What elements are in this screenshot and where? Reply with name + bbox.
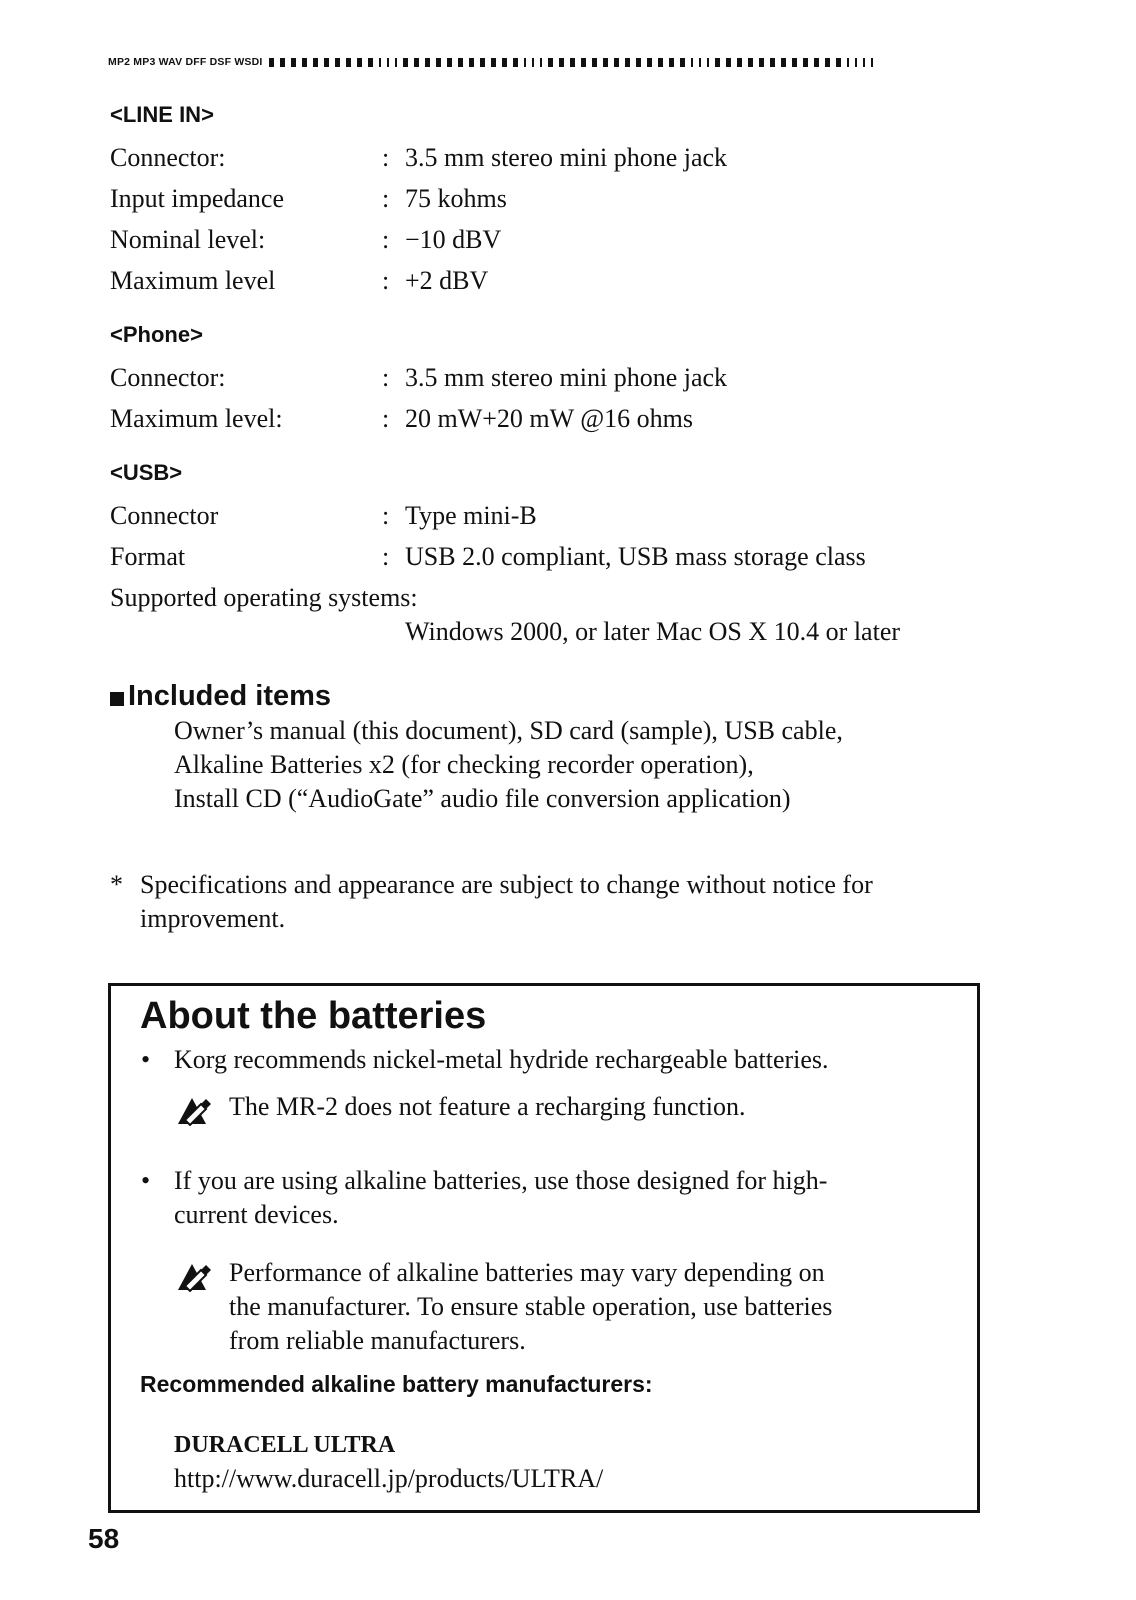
header-tick: [691, 58, 693, 67]
brand-url: http://www.duracell.jp/products/ULTRA/: [174, 1464, 604, 1493]
header-tick: [540, 58, 542, 67]
spec-colon: :: [382, 501, 390, 530]
header-tick: [379, 58, 381, 67]
usb-heading: <USB>: [110, 460, 183, 485]
header-tick: [680, 58, 685, 67]
header-tick: [658, 58, 663, 67]
header-formats: MP2 MP3 WAV DFF DSF WSDI: [108, 56, 263, 68]
spec-value: Type mini-B: [405, 501, 537, 530]
header-tick: [302, 58, 307, 67]
spec-label: Connector: [110, 501, 219, 530]
note-line: improvement.: [140, 904, 286, 933]
spec-colon: :: [382, 143, 390, 172]
header-tick: [346, 58, 351, 67]
header-tick-strip: [269, 58, 980, 67]
spec-label: Connector:: [110, 143, 226, 172]
bullet-dot: •: [141, 1166, 151, 1195]
header-tick: [368, 58, 373, 67]
spec-value: +2 dBV: [405, 266, 489, 295]
header-tick: [847, 58, 849, 67]
header-tick: [291, 58, 296, 67]
running-header: [108, 54, 980, 70]
header-tick: [269, 58, 274, 67]
warning-pen-icon: [176, 1260, 212, 1292]
battery-bullet-text: Korg recommends nickel-metal hydride rechargeable batteries.: [174, 1045, 829, 1074]
spec-value: 20 mW+20 mW @16 ohms: [405, 404, 694, 433]
header-tick: [792, 58, 797, 67]
header-tick: [836, 58, 841, 67]
header-tick: [603, 58, 608, 67]
header-tick: [480, 58, 485, 67]
header-tick: [855, 58, 857, 67]
header-tick: [715, 58, 720, 67]
header-tick: [570, 58, 575, 67]
warning-text: The MR-2 does not feature a recharging function.: [229, 1092, 746, 1121]
page-number: 58: [88, 1523, 120, 1554]
header-tick: [759, 58, 764, 67]
spec-colon: :: [382, 363, 390, 392]
header-tick: [581, 58, 586, 67]
spec-label: Maximum level:: [110, 404, 283, 433]
warning-pen-icon: [176, 1094, 212, 1126]
header-tick: [469, 58, 474, 67]
header-tick: [825, 58, 830, 67]
spec-value: 3.5 mm stereo mini phone jack: [405, 143, 728, 172]
header-tick: [387, 58, 389, 67]
note-line: Specifications and appearance are subject to change without notice for: [140, 870, 873, 899]
header-tick: [324, 58, 329, 67]
header-tick: [871, 58, 873, 67]
header-tick: [532, 58, 534, 67]
os-value: Windows 2000, or later Mac OS X 10.4 or later: [405, 617, 901, 646]
os-label: Supported operating systems:: [110, 583, 418, 612]
battery-bullet-text: If you are using alkaline batteries, use those designed for high-: [174, 1166, 828, 1195]
header-tick: [636, 58, 641, 67]
spec-label: Maximum level: [110, 266, 276, 295]
header-tick: [458, 58, 463, 67]
square-bullet-icon: [110, 692, 124, 706]
header-tick: [726, 58, 731, 67]
header-tick: [395, 58, 397, 67]
included-line: Alkaline Batteries x2 (for checking recorder operation),: [174, 750, 754, 779]
header-tick: [513, 58, 518, 67]
spec-value: 3.5 mm stereo mini phone jack: [405, 363, 728, 392]
spec-colon: :: [382, 542, 390, 571]
header-tick: [748, 58, 753, 67]
header-tick: [803, 58, 808, 67]
header-tick: [707, 58, 709, 67]
spec-value: USB 2.0 compliant, USB mass storage class: [405, 542, 866, 571]
header-tick: [669, 58, 674, 67]
header-tick: [614, 58, 619, 67]
spec-value: 75 kohms: [405, 184, 507, 213]
spec-colon: :: [382, 266, 390, 295]
header-tick: [436, 58, 441, 67]
header-tick: [313, 58, 318, 67]
spec-value: −10 dBV: [405, 225, 502, 254]
header-tick: [491, 58, 496, 67]
header-tick: [425, 58, 430, 67]
spec-label: Connector:: [110, 363, 226, 392]
header-tick: [863, 58, 865, 67]
bullet-dot: •: [141, 1045, 151, 1074]
battery-bullet-text: current devices.: [174, 1200, 339, 1229]
header-tick: [524, 58, 526, 67]
header-tick: [403, 58, 408, 67]
header-tick: [335, 58, 340, 67]
recommended-heading: Recommended alkaline battery manufacturers:: [140, 1371, 653, 1397]
header-tick: [625, 58, 630, 67]
header-tick: [781, 58, 786, 67]
spec-label: Nominal level:: [110, 225, 266, 254]
spec-label: Format: [110, 542, 186, 571]
header-tick: [280, 58, 285, 67]
included-line: Owner’s manual (this document), SD card (sample), USB cable,: [174, 716, 843, 745]
header-tick: [814, 58, 819, 67]
batteries-title: About the batteries: [140, 995, 487, 1037]
header-tick: [559, 58, 564, 67]
brand-name: DURACELL ULTRA: [174, 1432, 396, 1458]
warning-text: the manufacturer. To ensure stable operation, use batteries: [229, 1292, 833, 1321]
spec-colon: :: [382, 404, 390, 433]
phone-heading: <Phone>: [110, 322, 203, 347]
header-tick: [357, 58, 362, 67]
header-tick: [548, 58, 553, 67]
included-line: Install CD (“AudioGate” audio file conversion application): [174, 784, 791, 813]
header-tick: [647, 58, 652, 67]
spec-colon: :: [382, 225, 390, 254]
warning-text: from reliable manufacturers.: [229, 1326, 526, 1355]
header-tick: [592, 58, 597, 67]
spec-colon: :: [382, 184, 390, 213]
header-tick: [447, 58, 452, 67]
warning-text: Performance of alkaline batteries may vary depending on: [229, 1258, 825, 1287]
line-in-heading: <LINE IN>: [110, 102, 214, 127]
spec-label: Input impedance: [110, 184, 284, 213]
note-asterisk: *: [110, 870, 123, 899]
header-tick: [502, 58, 507, 67]
included-items-heading: [110, 680, 331, 713]
header-tick: [737, 58, 742, 67]
header-tick: [699, 58, 701, 67]
header-tick: [414, 58, 419, 67]
header-tick: [770, 58, 775, 67]
included-items-title: Included items: [128, 680, 332, 712]
